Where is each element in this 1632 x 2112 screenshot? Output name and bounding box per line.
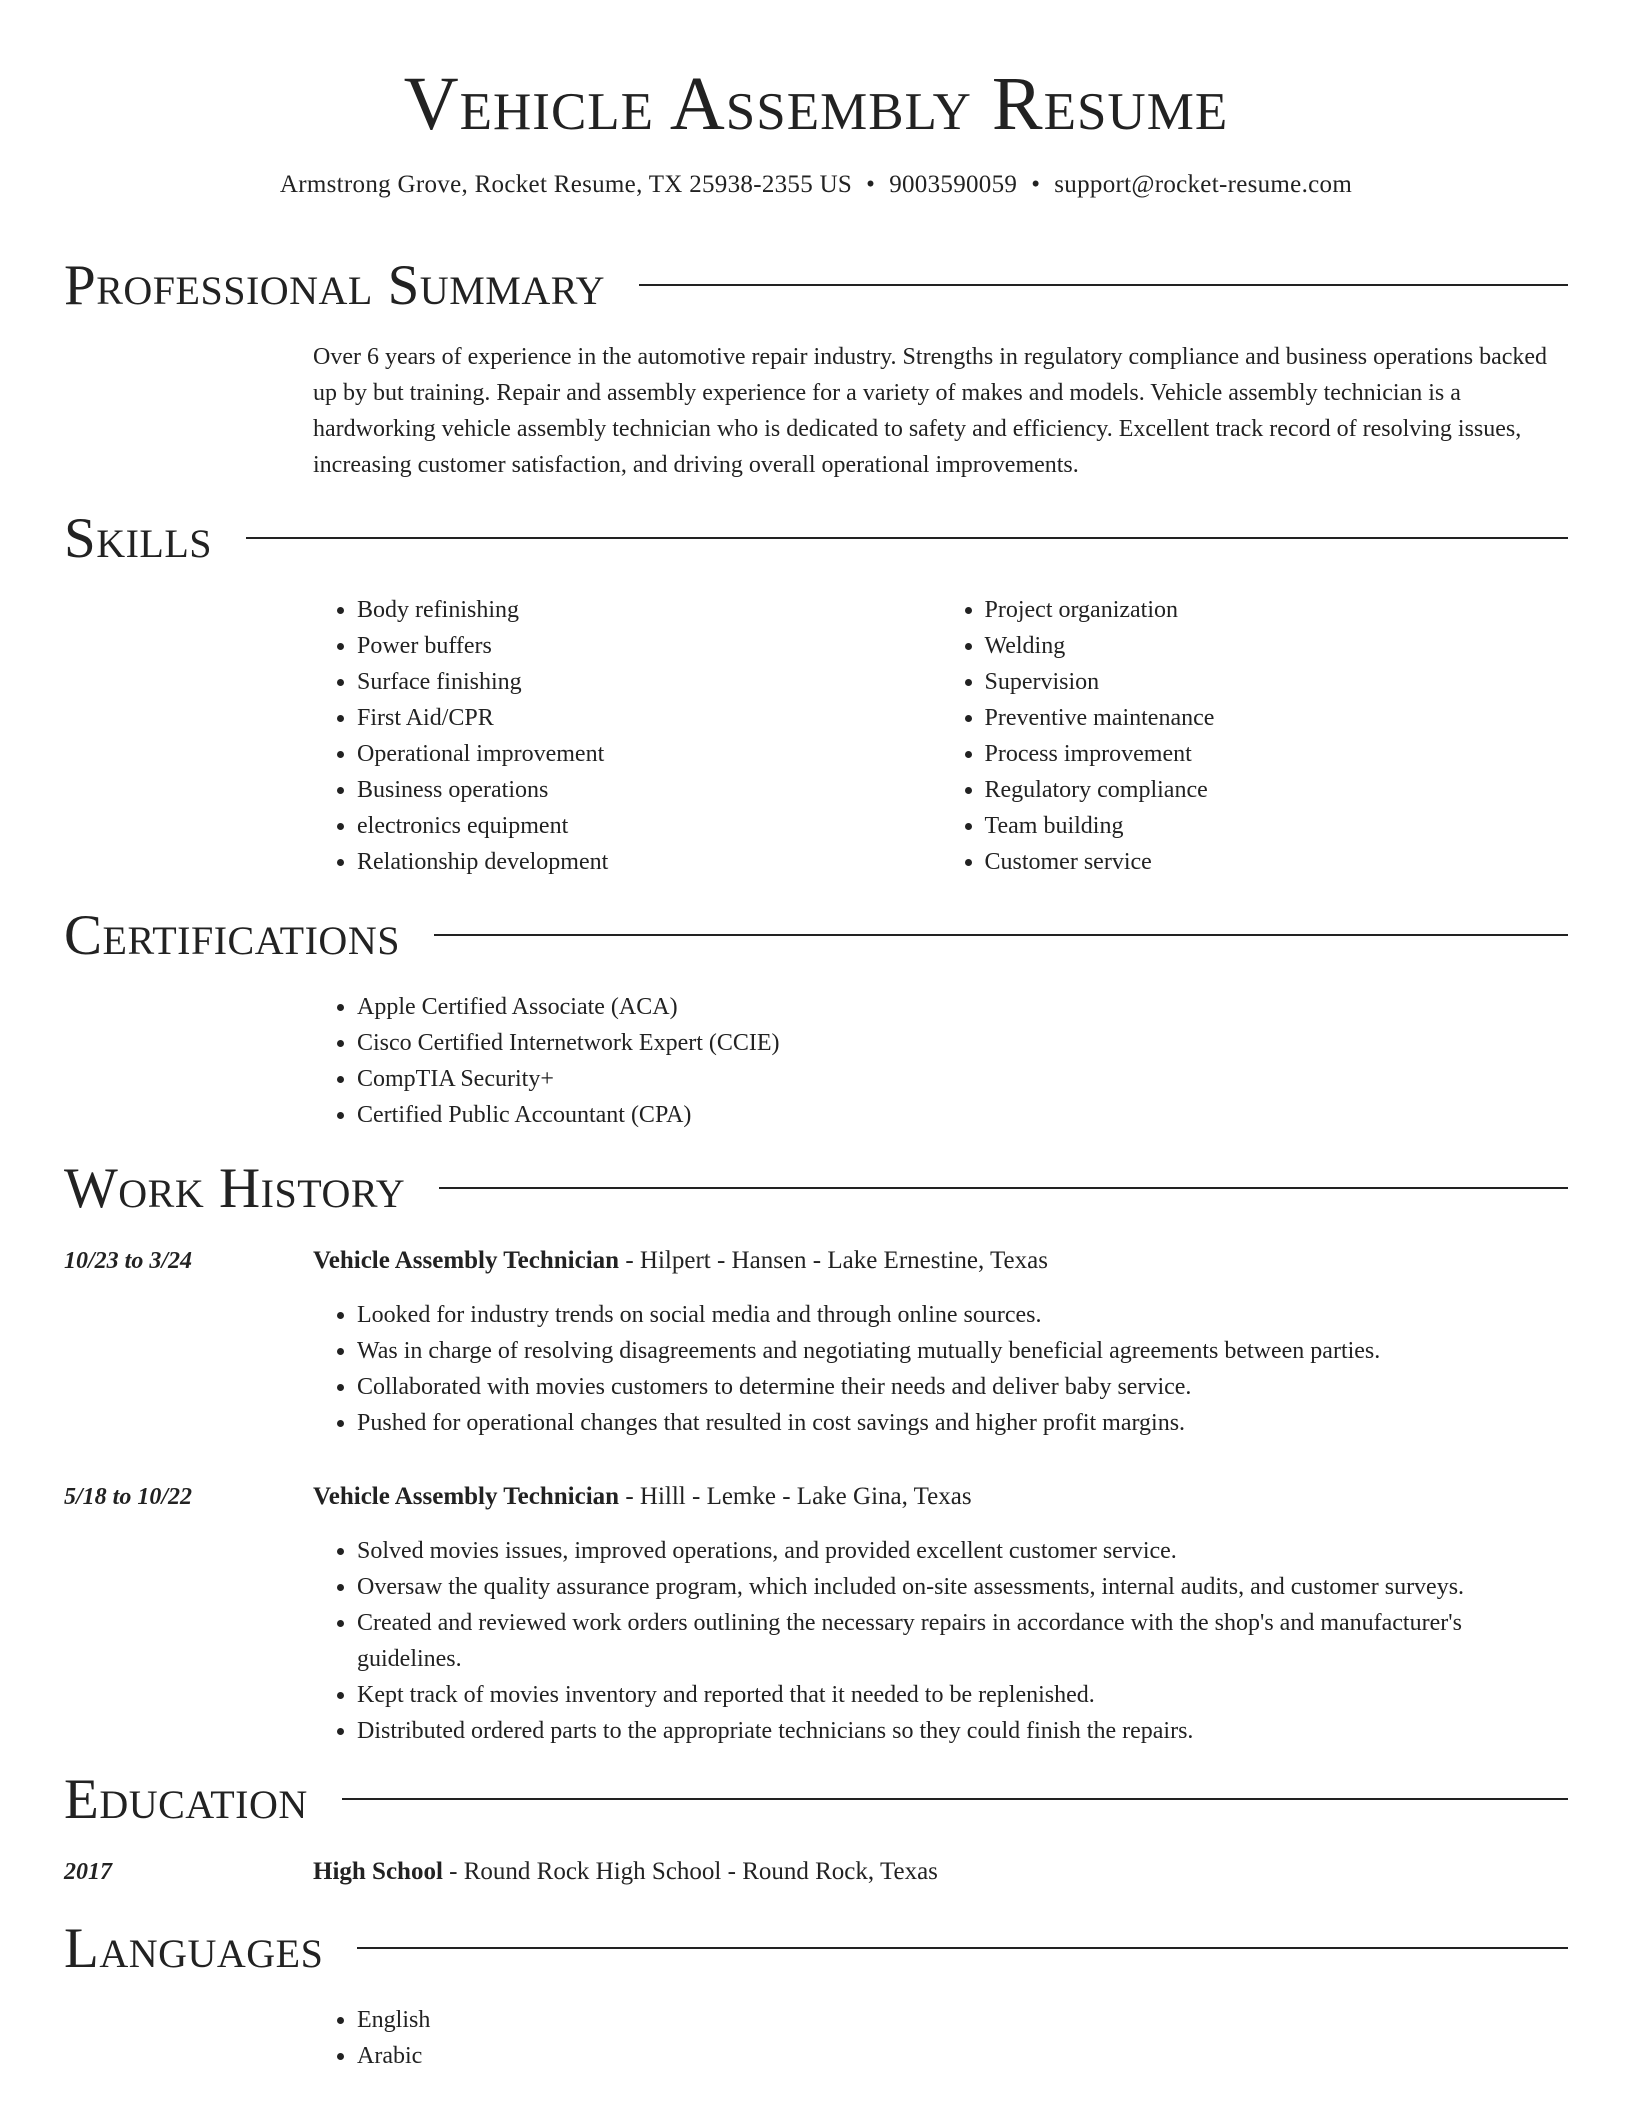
section-divider: [434, 934, 1568, 936]
languages-list: [313, 2002, 1568, 2074]
skill-item: • Project organization: [985, 592, 1569, 628]
resume-page: [64, 0, 1568, 2069]
language-item: • English: [357, 2002, 1568, 2038]
skill-item: • Supervision: [985, 664, 1569, 700]
resume-title: Vehicle Assembly Resume: [403, 62, 1229, 146]
section-divider: [439, 1187, 1568, 1189]
job-bullets: [313, 1297, 1568, 1441]
job-bullet: • Oversaw the quality assurance program, which included on-site assessments, internal audits, and customer surveys.: [357, 1569, 1568, 1605]
section-divider: [342, 1798, 1568, 1800]
certification-item: • CompTIA Security+: [357, 1061, 1568, 1097]
contact-phone: 9003590059: [889, 171, 1018, 198]
section-work-history: [64, 1157, 1568, 1749]
contact-email: support@rocket-resume.com: [1054, 171, 1353, 198]
job-details: - Hilll - Lemke - Lake Gina, Texas: [619, 1483, 972, 1510]
section-divider: [357, 1947, 1568, 1949]
education-degree: High School: [313, 1858, 443, 1885]
job-header: [64, 1479, 1568, 1515]
job-dates: 10/23 to 3/24: [64, 1248, 193, 1274]
certification-item: • Cisco Certified Internetwork Expert (CCIE): [357, 1025, 1568, 1061]
section-heading: Languages: [64, 1917, 324, 1980]
section-languages: [64, 1917, 1568, 2074]
certification-item: • Certified Public Accountant (CPA): [357, 1097, 1568, 1133]
section-heading: Certifications: [64, 904, 400, 967]
job-header: [64, 1243, 1568, 1279]
skill-item: • Welding: [985, 628, 1569, 664]
summary-text: Over 6 years of experience in the automotive repair industry. Strengths in regulatory compliance and business operations backed up by but training. Repair and assembly experience for a variety of makes and models. Vehicle assembly technician is a hardworking vehicle assembly technician who is dedicated to safety and efficiency. Excellent track record of resolving issues, increasing customer satisfaction, and driving overall operational improvements.: [313, 344, 1548, 478]
section-header: [64, 1768, 1568, 1832]
job-bullet: • Collaborated with movies customers to determine their needs and deliver baby service.: [357, 1369, 1568, 1405]
contact-address: Armstrong Grove, Rocket Resume, TX 25938-2355 US: [279, 171, 853, 198]
skill-item: • Customer service: [985, 844, 1569, 880]
certification-item: • Apple Certified Associate (ACA): [357, 989, 1568, 1025]
skills-list-right: [941, 592, 1569, 880]
education-line: [313, 1854, 1568, 1890]
section-professional-summary: [64, 254, 1568, 483]
skill-item: • electronics equipment: [357, 808, 941, 844]
section-heading: Professional Summary: [64, 254, 606, 317]
job-line: [313, 1243, 1568, 1279]
section-skills: [64, 507, 1568, 880]
job-entry: [64, 1243, 1568, 1441]
job-bullet: • Distributed ordered parts to the appropriate technicians so they could finish the repairs.: [357, 1713, 1568, 1749]
language-item: • Arabic: [357, 2038, 1568, 2074]
education-entry: [64, 1854, 1568, 1890]
section-header: [64, 1157, 1568, 1221]
job-entry: [64, 1479, 1568, 1749]
summary-content: [313, 339, 1568, 483]
certifications-content: [313, 989, 1568, 1133]
section-header: [64, 904, 1568, 968]
job-bullet: • Was in charge of resolving disagreements and negotiating mutually beneficial agreements between parties.: [357, 1333, 1568, 1369]
skill-item: • Team building: [985, 808, 1569, 844]
skills-list-left: [313, 592, 941, 880]
education-dates: 2017: [64, 1859, 112, 1885]
job-bullet: • Solved movies issues, improved operations, and provided excellent customer service.: [357, 1533, 1568, 1569]
section-header: [64, 507, 1568, 571]
job-bullet-list: [313, 1297, 1568, 1441]
section-header: [64, 254, 1568, 318]
languages-content: [313, 2002, 1568, 2074]
job-bullets: [313, 1533, 1568, 1749]
job-bullet: • Looked for industry trends on social media and through online sources.: [357, 1297, 1568, 1333]
job-title: Vehicle Assembly Technician: [313, 1247, 620, 1274]
section-divider: [639, 284, 1568, 286]
skill-item: • Power buffers: [357, 628, 941, 664]
contact-separator: •: [1031, 171, 1041, 198]
skill-item: • Surface finishing: [357, 664, 941, 700]
skill-item: • Business operations: [357, 772, 941, 808]
jobs-list: [64, 1243, 1568, 1749]
section-certifications: [64, 904, 1568, 1133]
job-bullet: • Pushed for operational changes that resulted in cost savings and higher profit margins.: [357, 1405, 1568, 1441]
section-heading: Work History: [64, 1157, 406, 1220]
skill-item: • First Aid/CPR: [357, 700, 941, 736]
education-details: - Round Rock High School - Round Rock, Texas: [442, 1858, 938, 1885]
section-heading: Skills: [64, 507, 213, 570]
job-details: - Hilpert - Hansen - Lake Ernestine, Texas: [619, 1247, 1048, 1274]
skill-item: • Body refinishing: [357, 592, 941, 628]
job-title: Vehicle Assembly Technician: [313, 1483, 620, 1510]
section-header: [64, 1917, 1568, 1981]
certifications-list: [313, 989, 1568, 1133]
skill-item: • Preventive maintenance: [985, 700, 1569, 736]
section-heading: Education: [64, 1768, 308, 1831]
job-dates: 5/18 to 10/22: [64, 1484, 193, 1510]
contact-line: [64, 169, 1568, 201]
skill-item: • Regulatory compliance: [985, 772, 1569, 808]
job-bullet-list: [313, 1533, 1568, 1749]
education-list: [64, 1854, 1568, 1890]
job-bullet: • Created and reviewed work orders outlining the necessary repairs in accordance with the shop's and manufacturer's guidelines.: [357, 1605, 1568, 1677]
skill-item: • Operational improvement: [357, 736, 941, 772]
skill-item: • Process improvement: [985, 736, 1569, 772]
section-divider: [246, 537, 1568, 539]
skill-item: • Relationship development: [357, 844, 941, 880]
job-line: [313, 1479, 1568, 1515]
contact-separator: •: [866, 171, 876, 198]
skills-grid: [313, 592, 1568, 880]
section-education: [64, 1768, 1568, 1890]
job-bullet: • Kept track of movies inventory and reported that it needed to be replenished.: [357, 1677, 1568, 1713]
